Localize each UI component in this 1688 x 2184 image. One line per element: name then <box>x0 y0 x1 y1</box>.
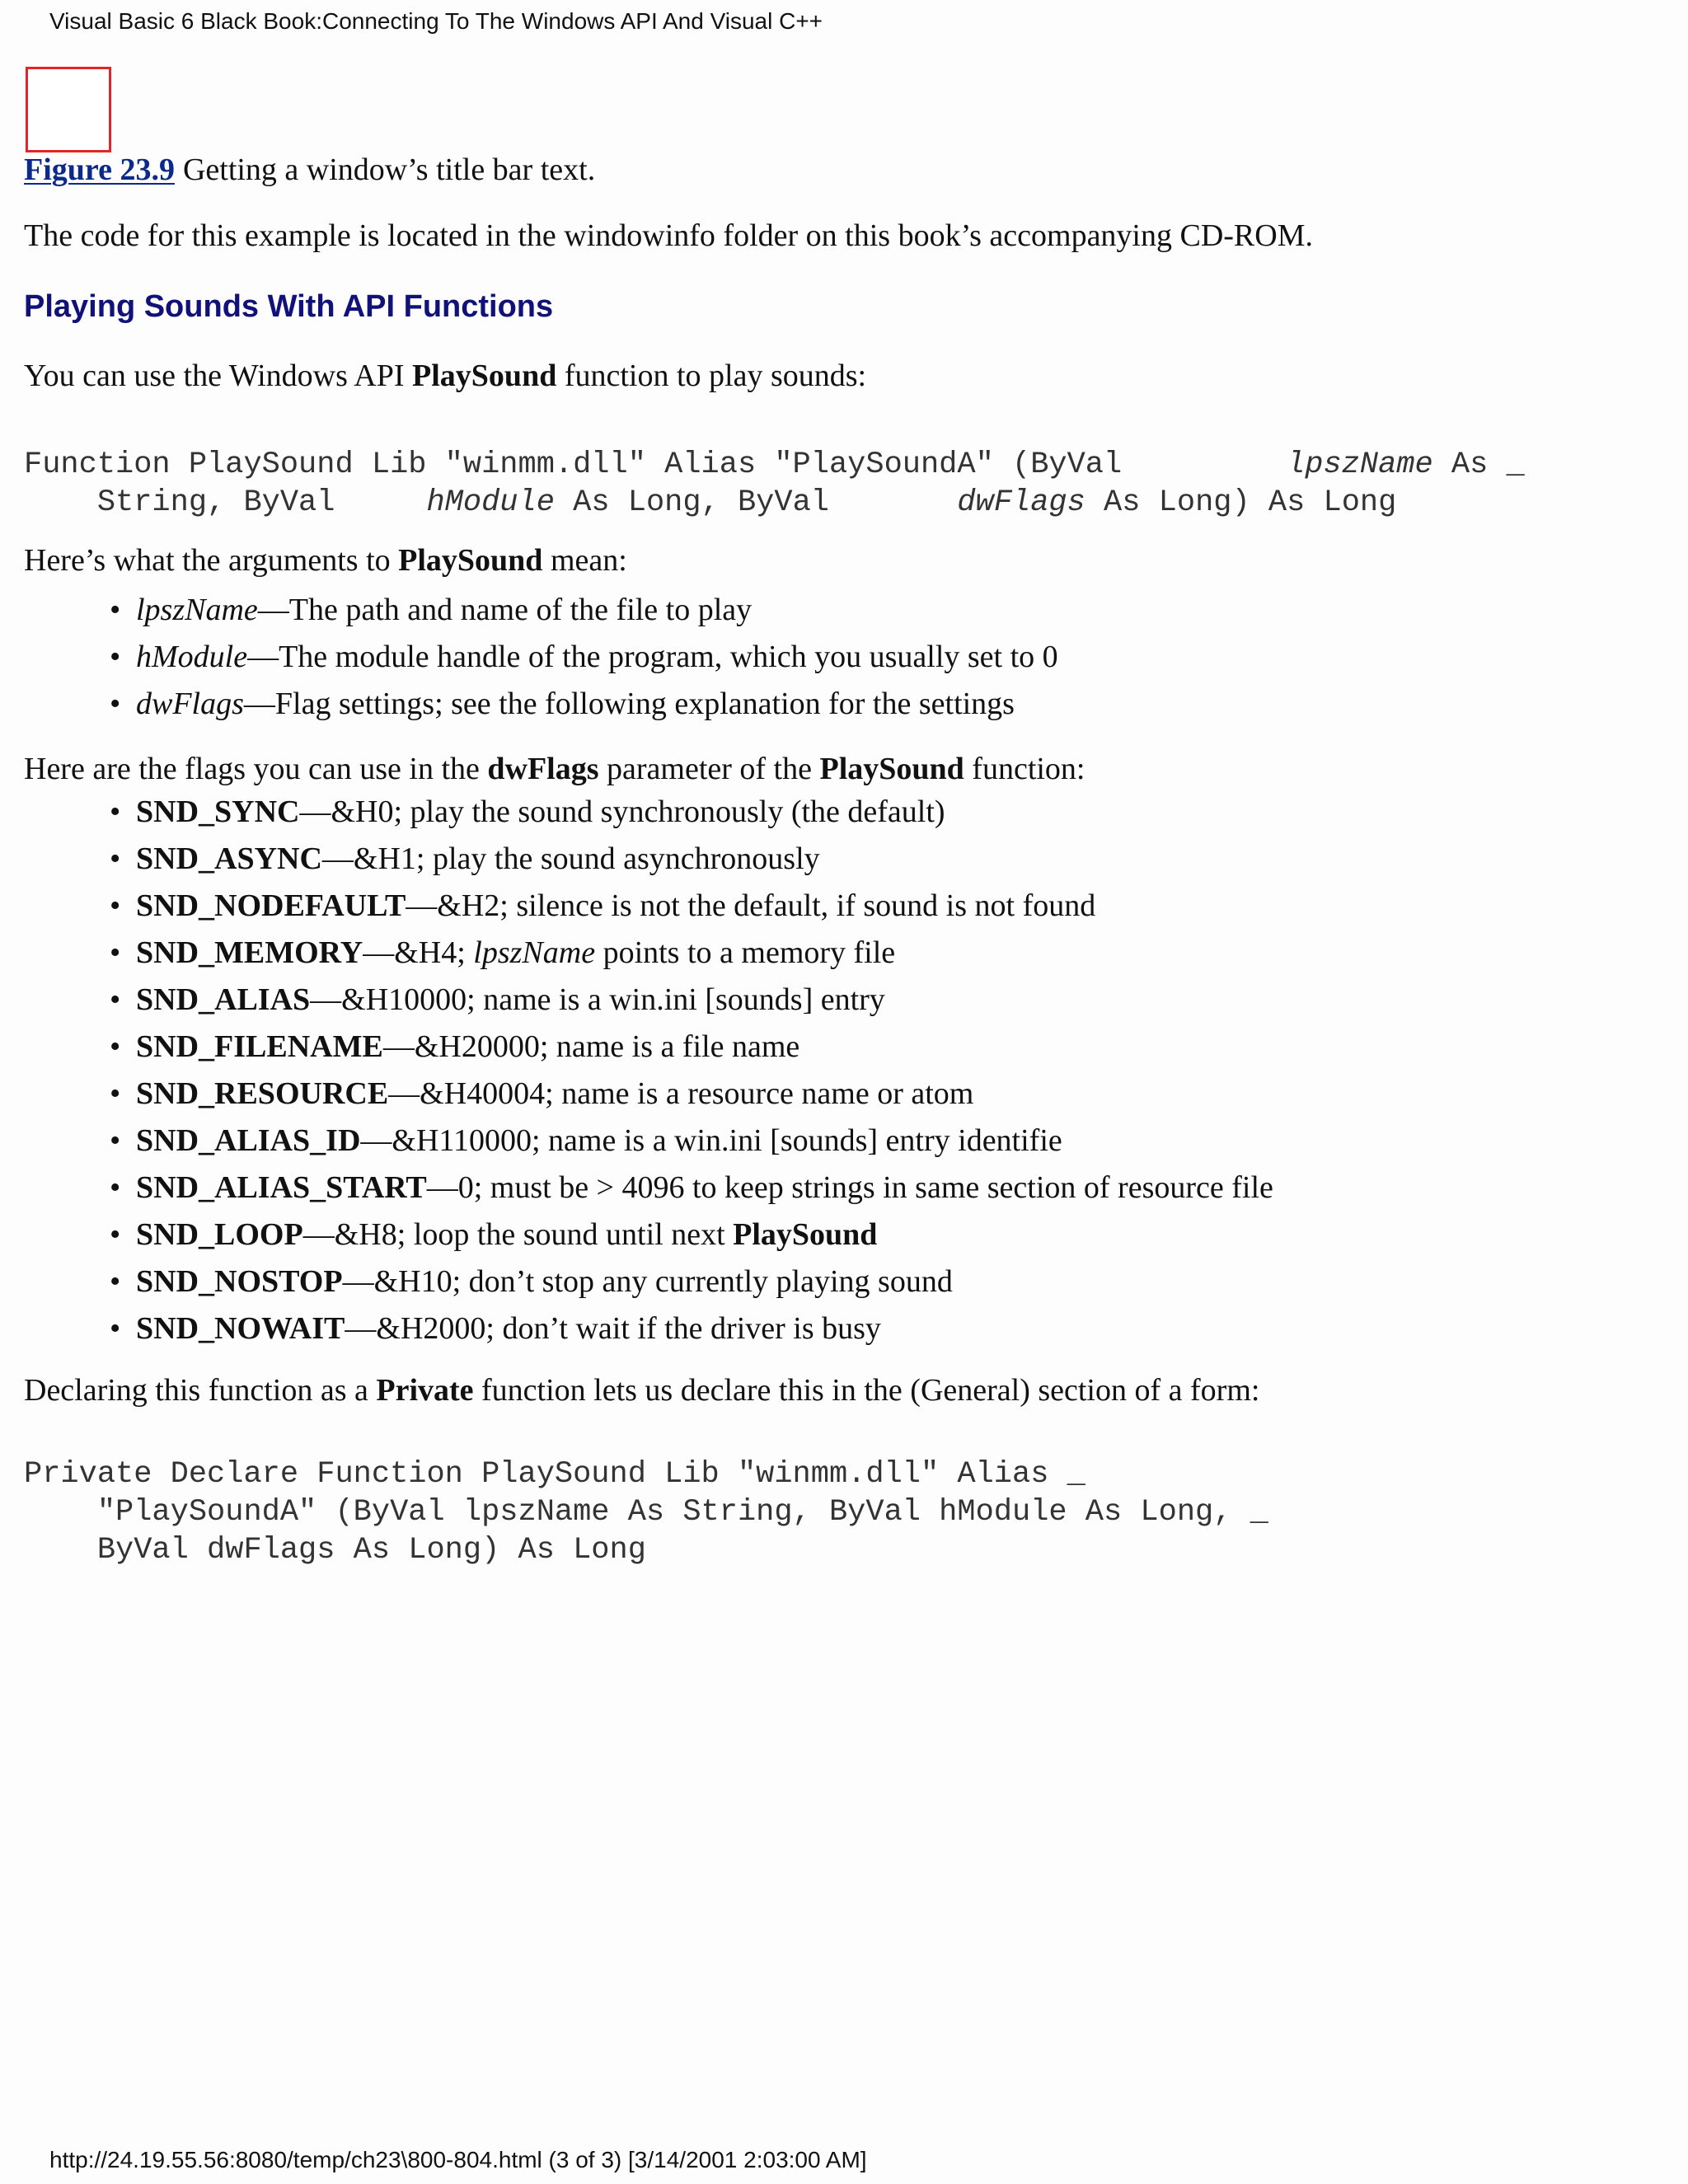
flags-intro-keyword: PlaySound <box>819 752 964 786</box>
code-text: Function PlaySound Lib "winmm.dll" Alias "PlaySoundA" (ByVal <box>24 448 1287 482</box>
figure-caption-text: Getting a window’s title bar text. <box>182 152 596 187</box>
flag-desc-keyword: PlaySound <box>733 1217 878 1252</box>
list-item <box>136 789 1273 836</box>
flag-desc: —0; must be > 4096 to keep strings in same section of resource file <box>426 1170 1273 1205</box>
flag-desc: —&H10000; name is a win.ini [sounds] entry <box>310 982 885 1017</box>
flag-name: SND_FILENAME <box>136 1029 383 1064</box>
flag-desc: —&H0; play the sound synchronously (the default) <box>299 794 945 829</box>
list-item <box>136 836 1273 883</box>
flags-intro-text: parameter of the <box>598 752 820 786</box>
broken-image-icon <box>26 67 111 152</box>
flag-name: SND_ALIAS_ID <box>136 1123 361 1158</box>
list-item <box>136 1212 1273 1258</box>
flag-name: SND_MEMORY <box>136 935 363 970</box>
flag-name: SND_NOWAIT <box>136 1311 345 1346</box>
private-intro-text: Declaring this function as a <box>24 1373 377 1408</box>
list-item <box>136 681 1058 728</box>
list-item <box>136 930 1273 977</box>
list-item <box>136 1305 1273 1352</box>
flag-desc: —&H110000; name is a win.ini [sounds] entry identifie <box>360 1123 1062 1158</box>
paragraph-intro <box>24 358 866 394</box>
flags-intro-keyword: dwFlags <box>487 752 599 786</box>
list-item <box>136 1071 1273 1118</box>
arg-desc: —The module handle of the program, which you usually set to 0 <box>247 640 1058 674</box>
intro-text: You can use the Windows API <box>24 359 413 393</box>
flag-name: SND_ALIAS <box>136 982 311 1017</box>
flag-desc: —&H1; play the sound asynchronously <box>321 841 820 876</box>
flag-name: SND_ASYNC <box>136 841 322 876</box>
code-param: dwFlags <box>957 485 1085 520</box>
flag-desc-param: lpszName <box>473 935 596 970</box>
code-block-private-declare <box>24 1455 1268 1569</box>
code-text: As Long, ByVal <box>554 485 958 520</box>
paragraph-flags-intro <box>24 751 1085 787</box>
private-intro-keyword: Private <box>376 1373 474 1408</box>
code-param: lpszName <box>1287 448 1433 482</box>
flag-name: SND_LOOP <box>136 1217 303 1252</box>
paragraph-location: The code for this example is located in the windowinfo folder on this book’s accompanying CD-ROM. <box>24 218 1314 253</box>
private-intro-text-end: function lets us declare this in the (General) section of a form: <box>473 1373 1260 1408</box>
print-footer: http://24.19.55.56:8080/temp/ch23\800-804.html (3 of 3) [3/14/2001 2:03:00 AM] <box>49 2147 867 2172</box>
flag-desc: —&H4; <box>363 935 474 970</box>
flag-desc: —&H10; don’t stop any currently playing sound <box>342 1264 953 1299</box>
flags-intro-text: Here are the flags you can use in the <box>24 752 488 786</box>
flag-name: SND_ALIAS_START <box>136 1170 427 1205</box>
flag-desc: —&H8; loop the sound until next <box>302 1217 734 1252</box>
args-intro-text: Here’s what the arguments to <box>24 543 399 578</box>
arguments-list <box>136 587 1058 728</box>
code-block-declare <box>24 446 1525 522</box>
list-item <box>136 883 1273 930</box>
code-text: As _ <box>1432 448 1525 482</box>
figure-caption <box>24 152 595 188</box>
intro-text-end: function to play sounds: <box>556 359 867 393</box>
code-text: String, ByVal <box>24 485 427 520</box>
flags-list <box>136 789 1273 1352</box>
code-param: hModule <box>426 485 555 520</box>
arg-desc: —The path and name of the file to play <box>257 593 753 627</box>
list-item <box>136 587 1058 634</box>
arg-desc: —Flag settings; see the following explanation for the settings <box>243 687 1015 721</box>
arg-name: lpszName <box>136 593 258 627</box>
flags-intro-text-end: function: <box>964 752 1085 786</box>
flag-name: SND_RESOURCE <box>136 1076 389 1111</box>
list-item <box>136 1024 1273 1071</box>
print-header: Visual Basic 6 Black Book:Connecting To The Windows API And Visual C++ <box>49 8 823 34</box>
flag-desc: —&H20000; name is a file name <box>382 1029 800 1064</box>
list-item <box>136 1258 1273 1305</box>
code-line: "PlaySoundA" (ByVal lpszName As String, ByVal hModule As Long, _ <box>24 1495 1268 1530</box>
list-item <box>136 1165 1273 1212</box>
list-item <box>136 977 1273 1024</box>
flag-desc: —&H2000; don’t wait if the driver is busy <box>345 1311 881 1346</box>
flag-desc: points to a memory file <box>595 935 896 970</box>
section-heading: Playing Sounds With API Functions <box>24 289 554 324</box>
intro-keyword: PlaySound <box>412 359 557 393</box>
flag-desc: —&H2; silence is not the default, if sound is not found <box>406 888 1096 923</box>
arg-name: dwFlags <box>136 687 244 721</box>
code-text: As Long) As Long <box>1085 485 1397 520</box>
flag-name: SND_NOSTOP <box>136 1264 343 1299</box>
flag-name: SND_NODEFAULT <box>136 888 406 923</box>
figure-link[interactable]: Figure 23.9 <box>24 152 175 187</box>
paragraph-args-intro <box>24 542 627 579</box>
list-item <box>136 1118 1273 1165</box>
code-line: Private Declare Function PlaySound Lib "winmm.dll" Alias _ <box>24 1457 1085 1492</box>
flag-name: SND_SYNC <box>136 794 300 829</box>
code-line: ByVal dwFlags As Long) As Long <box>24 1533 646 1568</box>
paragraph-private-intro <box>24 1372 1259 1408</box>
args-intro-text-end: mean: <box>542 543 627 578</box>
arg-name: hModule <box>136 640 248 674</box>
list-item <box>136 634 1058 681</box>
flag-desc: —&H40004; name is a resource name or atom <box>388 1076 974 1111</box>
args-intro-keyword: PlaySound <box>398 543 543 578</box>
